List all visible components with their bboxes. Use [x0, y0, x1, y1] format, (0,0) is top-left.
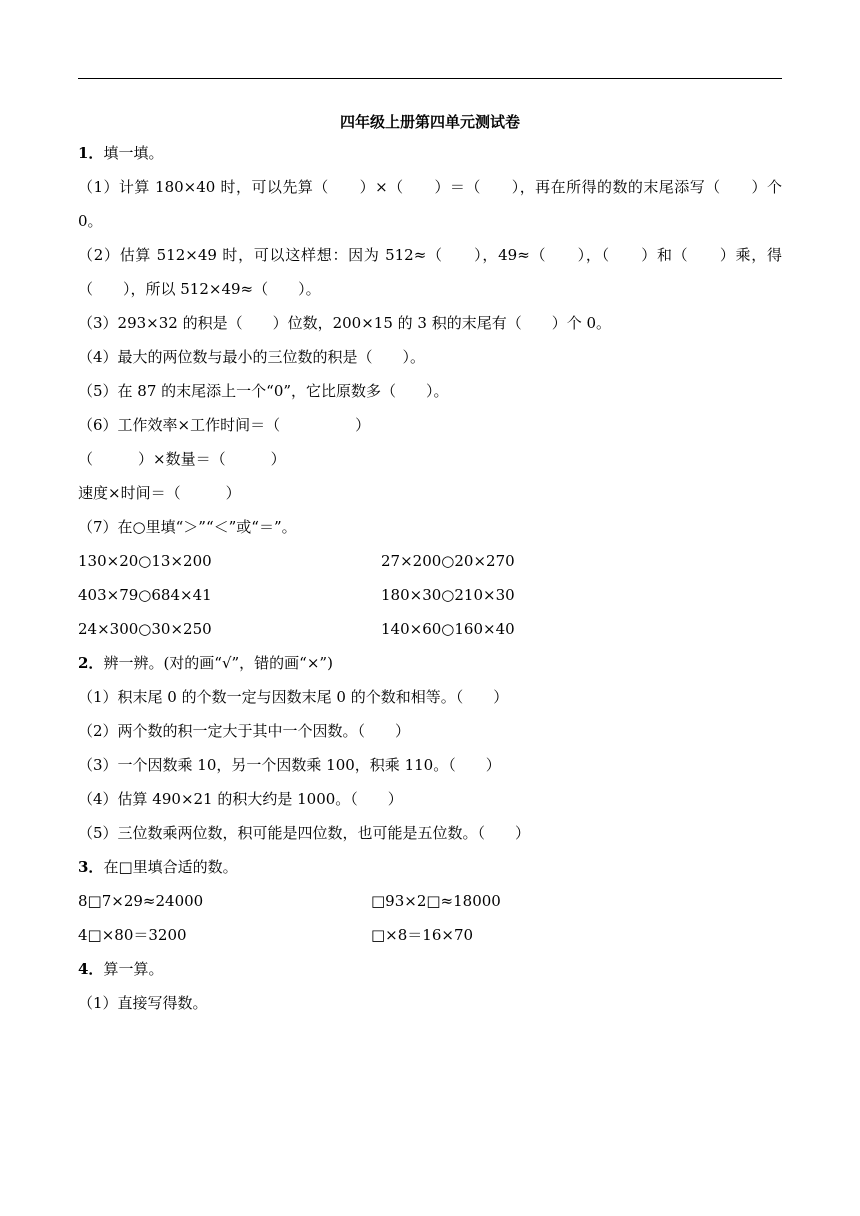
question-1-6-formula-2: （ ）×数量＝（ ） — [78, 450, 286, 468]
question-2-2: （2）两个数的积一定大于其中一个因数。（ ） — [78, 722, 411, 740]
question-1-3: （3）293×32 的积是（ ）位数，200×15 的 3 积的末尾有（ ）个 0。 — [78, 314, 612, 332]
question-1-7: （7）在○里填“＞”“＜”或“＝”。 — [78, 518, 297, 536]
fill-right: □93×2□≈18000 — [371, 892, 501, 910]
compare-left: 24×300○30×250 — [78, 620, 212, 638]
fill-left: 8□7×29≈24000 — [78, 892, 204, 910]
section-3-heading — [78, 850, 782, 884]
section-1-heading — [78, 136, 782, 170]
compare-right: 140×60○160×40 — [381, 620, 515, 638]
fill-row — [78, 918, 782, 952]
section-heading-text: 辨一辨。(对的画“√”，错的画“×”) — [103, 654, 333, 672]
header-rule — [78, 78, 782, 79]
section-number: 2． — [78, 654, 104, 672]
section-heading-text: 填一填。 — [103, 144, 164, 162]
section-heading-text: 算一算。 — [103, 960, 164, 978]
compare-right: 27×200○20×270 — [381, 552, 515, 570]
question-1-5: （5）在 87 的末尾添上一个“0”，它比原数多（ ）。 — [78, 382, 449, 400]
fill-left: 4□×80＝3200 — [78, 926, 187, 944]
question-2-1: （1）积末尾 0 的个数一定与因数末尾 0 的个数和相等。（ ） — [78, 688, 509, 706]
section-heading-text: 在□里填合适的数。 — [103, 858, 238, 876]
question-2-5: （5）三位数乘两位数，积可能是四位数，也可能是五位数。（ ） — [78, 824, 531, 842]
compare-row — [78, 612, 782, 646]
section-number: 3． — [78, 858, 104, 876]
fill-row — [78, 884, 782, 918]
section-4-heading — [78, 952, 782, 986]
compare-right: 180×30○210×30 — [381, 586, 515, 604]
compare-left: 130×20○13×200 — [78, 552, 212, 570]
page-title: 四年级上册第四单元测试卷 — [339, 113, 520, 131]
question-1-1: （1）计算 180×40 时，可以先算（ ）×（ ）＝（ ），再在所得的数的末尾添写（ ）个 0。 — [78, 178, 782, 230]
section-2-heading — [78, 646, 782, 680]
question-1-6-formula-3: 速度×时间＝（ ） — [78, 484, 241, 502]
question-4-1: （1）直接写得数。 — [78, 994, 208, 1012]
section-number: 1． — [78, 144, 104, 162]
question-1-6: （6）工作效率×工作时间＝（ ） — [78, 416, 371, 434]
fill-right: □×8＝16×70 — [371, 926, 474, 944]
question-2-4: （4）估算 490×21 的积大约是 1000。（ ） — [78, 790, 403, 808]
question-1-4: （4）最大的两位数与最小的三位数的积是（ ）。 — [78, 348, 426, 366]
question-1-2: （2）估算 512×49 时，可以这样想：因为 512≈（ ），49≈（ ），（ ）和（ ）乘，得（ ），所以 512×49≈（ ）。 — [78, 246, 782, 298]
worksheet — [78, 108, 782, 1020]
compare-row — [78, 578, 782, 612]
question-2-3: （3）一个因数乘 10，另一个因数乘 100，积乘 110。（ ） — [78, 756, 501, 774]
section-number: 4． — [78, 960, 104, 978]
compare-row — [78, 544, 782, 578]
compare-left: 403×79○684×41 — [78, 586, 212, 604]
